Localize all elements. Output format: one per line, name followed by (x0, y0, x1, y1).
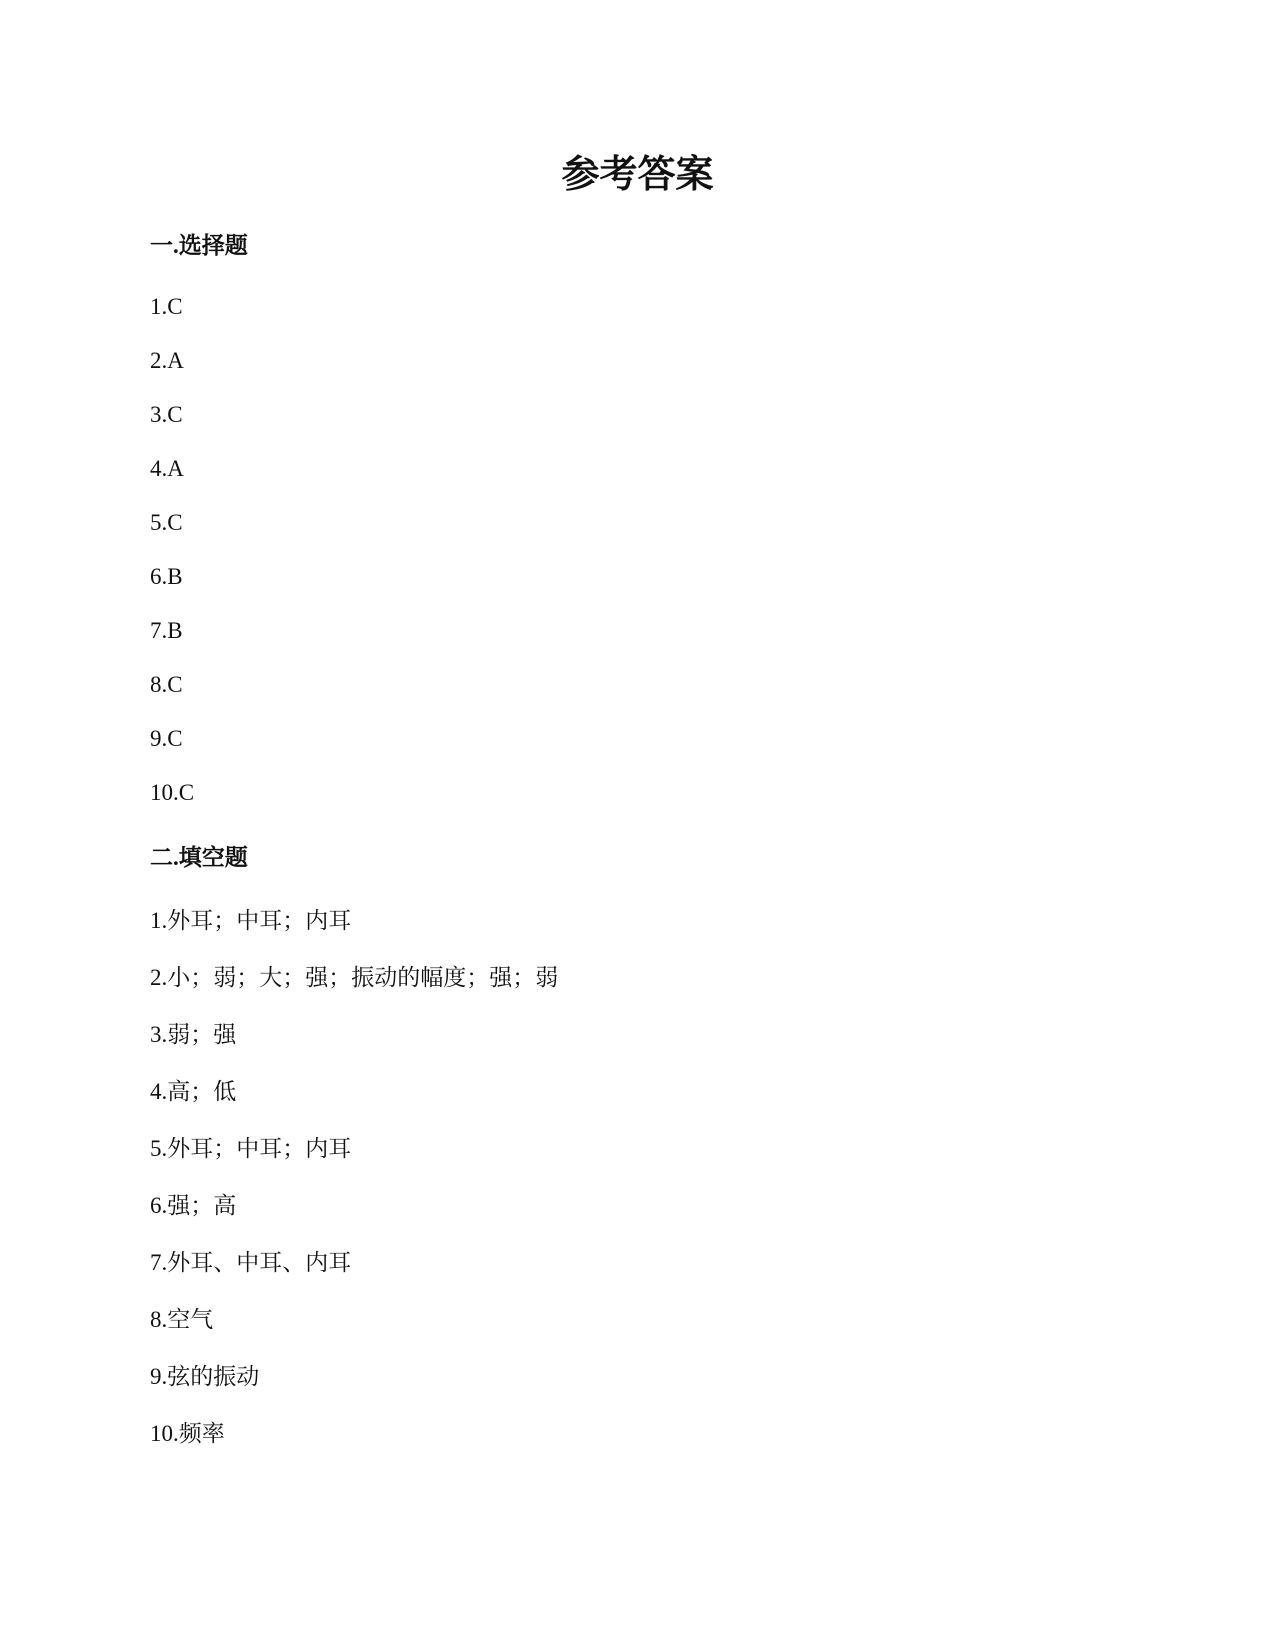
answer-item: 3.弱；强 (150, 1022, 237, 1047)
answer-list (150, 906, 1150, 1449)
answer-item: 5.C (150, 510, 183, 535)
answer-item: 2.小；弱；大；强；振动的幅度；强；弱 (150, 965, 559, 990)
multiple-choice-section (150, 231, 1150, 832)
answer-list (150, 292, 1150, 808)
answer-item: 7.B (150, 618, 183, 643)
answer-item: 7.外耳、中耳、内耳 (150, 1250, 352, 1275)
answer-item: 1.C (150, 294, 183, 319)
answer-item: 4.高；低 (150, 1079, 237, 1104)
page-title: 参考答案 (561, 154, 714, 196)
answer-item: 6.B (150, 564, 183, 589)
answer-item: 3.C (150, 402, 183, 427)
answer-item: 5.外耳；中耳；内耳 (150, 1136, 352, 1161)
answer-item: 9.弦的振动 (150, 1364, 260, 1389)
fill-in-blank-section (150, 843, 1150, 1476)
answer-item: 10.频率 (150, 1421, 225, 1446)
answer-item: 8.空气 (150, 1307, 214, 1332)
answer-item: 1.外耳；中耳；内耳 (150, 908, 352, 933)
section-heading: 一.选择题 (150, 233, 248, 258)
section-heading: 二.填空题 (150, 845, 248, 870)
answer-item: 4.A (150, 456, 184, 481)
answer-item: 2.A (150, 348, 184, 373)
answer-item: 10.C (150, 780, 195, 805)
answer-item: 8.C (150, 672, 183, 697)
answer-item: 6.强；高 (150, 1193, 237, 1218)
answer-item: 9.C (150, 726, 183, 751)
